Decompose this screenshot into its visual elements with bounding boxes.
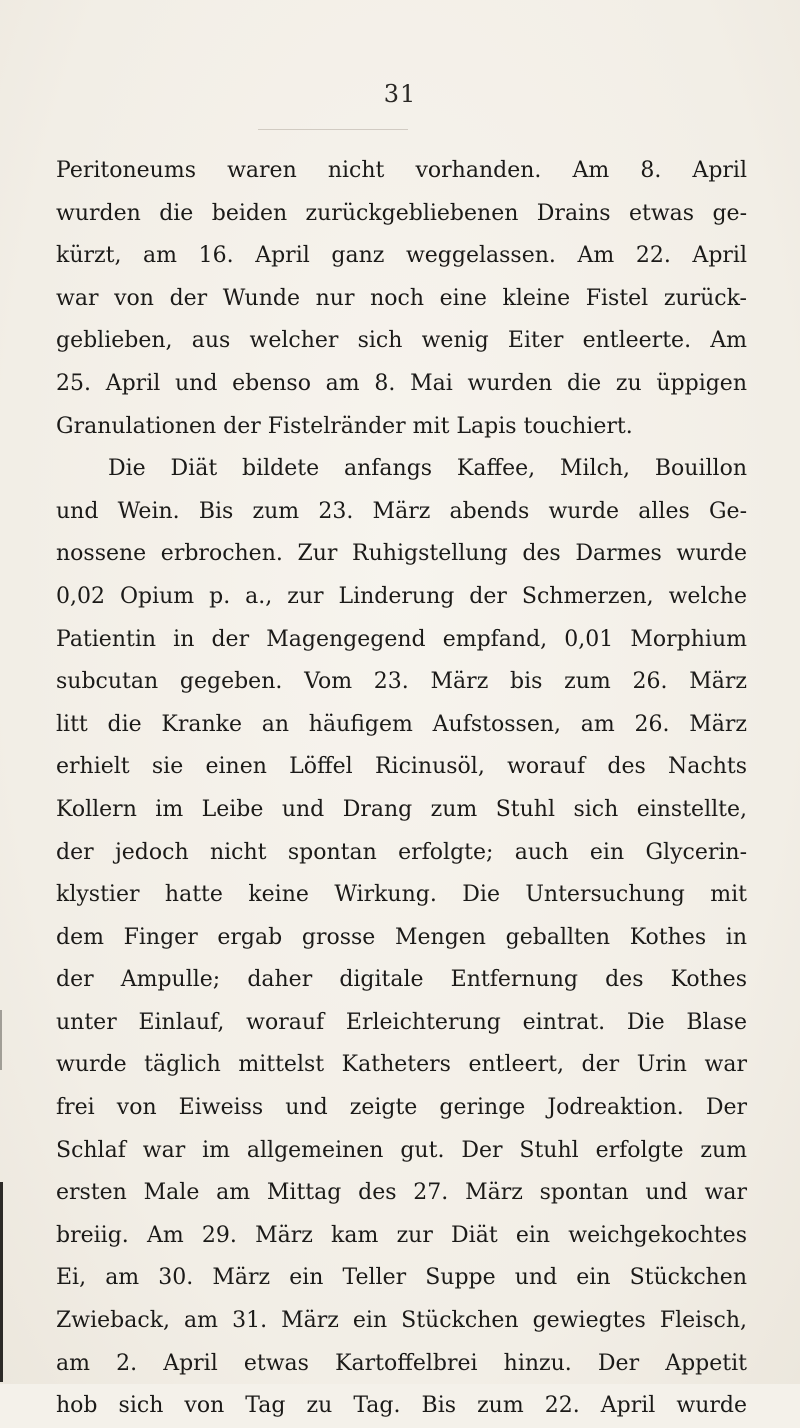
text-line: litt die Kranke an häufigem Aufstossen, am 26. März (56, 711, 747, 737)
text-line: hob sich von Tag zu Tag. Bis zum 22. April wurde (56, 1393, 747, 1419)
text-line: und Wein. Bis zum 23. März abends wurde alles Ge- (56, 498, 747, 524)
text-line: am 2. April etwas Kartoffelbrei hinzu. Der Appetit (56, 1350, 747, 1376)
text-line: war von der Wunde nur noch eine kleine Fistel zurück- (56, 285, 747, 311)
text-line: kürzt, am 16. April ganz weggelassen. Am 22. April (56, 243, 747, 269)
text-line: Schlaf war im allgemeinen gut. Der Stuhl erfolgte zum (56, 1137, 747, 1163)
text-line: 25. April und ebenso am 8. Mai wurden die zu üppigen (56, 370, 747, 396)
text-line: Peritoneums waren nicht vorhanden. Am 8. April (56, 158, 747, 183)
text-line: frei von Eiweiss und zeigte geringe Jodreaktion. Der (56, 1095, 747, 1121)
page-number: 31 (383, 80, 417, 108)
text-line: erhielt sie einen Löffel Ricinusöl, worauf des Nachts (56, 754, 747, 780)
text-line: unter Einlauf, worauf Erleichterung eintrat. Die Blase (56, 1009, 747, 1035)
text-line: Granulationen der Fistelränder mit Lapis touchiert. (56, 413, 633, 439)
text-line: wurden die beiden zurückgebliebenen Drains etwas ge- (56, 200, 747, 226)
text-line: der jedoch nicht spontan erfolgte; auch ein Glycerin- (56, 839, 747, 865)
text-line: der Ampulle; daher digitale Entfernung des Kothes (56, 967, 747, 993)
text-line: geblieben, aus welcher sich wenig Eiter entleerte. Am (56, 328, 747, 354)
text-line: ersten Male am Mittag des 27. März spontan und war (56, 1180, 747, 1206)
page-edge-shadow (0, 1182, 3, 1382)
text-line: breiig. Am 29. März kam zur Diät ein weichgekochtes (56, 1222, 747, 1248)
header-rule (258, 129, 408, 130)
page-edge-mark (0, 1010, 2, 1070)
text-line: Kollern im Leibe und Drang zum Stuhl sich einstellte, (56, 796, 747, 822)
paragraph-first-line: Die Diät bildete anfangs Kaffee, Milch, Bouillon (108, 456, 747, 482)
body-text (56, 150, 747, 1428)
text-line: nossene erbrochen. Zur Ruhigstellung des Darmes wurde (56, 541, 747, 567)
text-line: Ei, am 30. März ein Teller Suppe und ein Stückchen (56, 1265, 747, 1291)
text-line: Zwieback, am 31. März ein Stückchen gewiegtes Fleisch, (56, 1308, 747, 1334)
text-line: Patientin in der Magengegend empfand, 0,01 Morphium (56, 626, 747, 652)
text-line: klystier hatte keine Wirkung. Die Untersuchung mit (56, 882, 747, 908)
text-line: wurde täglich mittelst Katheters entleert, der Urin war (56, 1052, 747, 1078)
text-line: dem Finger ergab grosse Mengen geballten Kothes in (56, 924, 747, 950)
text-line: subcutan gegeben. Vom 23. März bis zum 26. März (56, 669, 747, 695)
text-line: 0,02 Opium p. a., zur Linderung der Schmerzen, welche (56, 583, 747, 609)
